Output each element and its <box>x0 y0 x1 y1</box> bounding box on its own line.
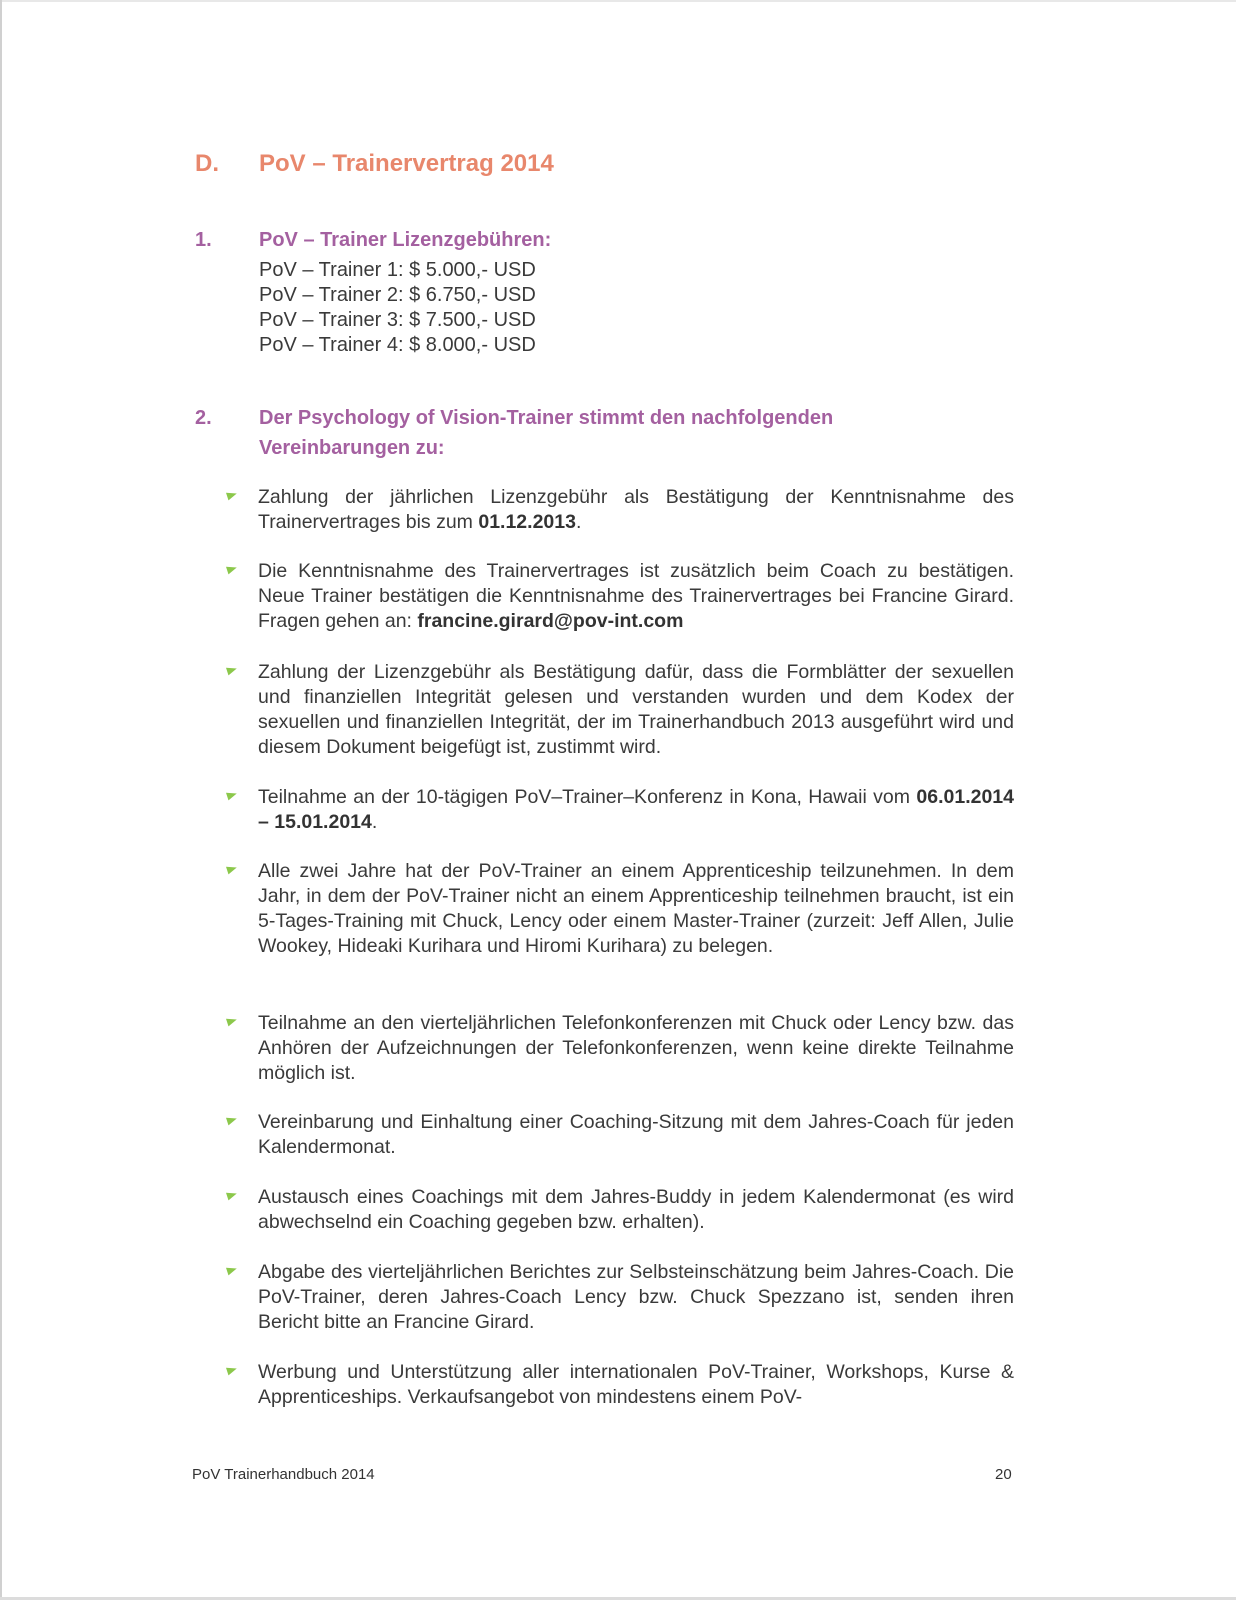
fees-list <box>259 258 536 358</box>
agreement-text: Abgabe des vierteljährlichen Berichtes zur Selbsteinschätzung beim Jahres-Coach. Die PoV-Trainer, deren Jahres-Coach Lency bzw. Chuck Spezzano ist, senden ihren Bericht bitte an Francine Girard. <box>258 1261 1014 1333</box>
agreement-text: Die Kenntnisnahme des Trainervertrages ist zusätzlich beim Coach zu bestätigen. Neue Trainer bestätigen die Kenntnisnahme des Trainervertrages bei Francine Girard. Fragen gehen an: <box>258 560 1014 632</box>
arrow-bullet-icon <box>226 790 238 801</box>
arrow-bullet-icon <box>226 1365 238 1376</box>
agreement-item <box>258 660 1014 760</box>
scan-edge <box>0 0 1236 2</box>
agreement-emphasis: 01.12.2013 <box>478 511 576 533</box>
fees-heading: PoV – Trainer Lizenzgebühren: <box>259 229 552 251</box>
agreement-item <box>258 785 1014 835</box>
section-letter: D. <box>195 150 219 177</box>
agreement-item <box>258 1360 1014 1410</box>
arrow-bullet-icon <box>226 665 238 676</box>
agreement-text-end: . <box>371 811 378 833</box>
arrow-bullet-icon <box>226 1190 238 1201</box>
agreement-text: Werbung und Unterstützung aller internationalen PoV-Trainer, Workshops, Kurse & Apprenticeships. Verkaufsangebot von mindestens einem PoV- <box>258 1361 1014 1408</box>
agreement-item <box>258 1110 1014 1160</box>
section-title: PoV – Trainervertrag 2014 <box>259 150 554 177</box>
page-number: 20 <box>995 1466 1012 1483</box>
arrow-bullet-icon <box>226 1115 238 1126</box>
agreement-text: Zahlung der jährlichen Lizenzgebühr als Bestätigung der Kenntnisnahme des Trainervertrages bis zum <box>258 486 1014 533</box>
agreement-item <box>258 1260 1014 1335</box>
fee-line: PoV – Trainer 2: $ 6.750,- USD <box>259 284 536 306</box>
agreement-item <box>258 1011 1014 1086</box>
agreement-text: Alle zwei Jahre hat der PoV-Trainer an einem Apprenticeship teilzunehmen. In dem Jahr, in dem der PoV-Trainer nicht an einem Apprenticeship teilnehmen braucht, ist ein 5-Tages-Training mit Chuck, Lency oder einem Master-Trainer (zurzeit: Jeff Allen, Julie Wookey, Hideaki Kurihara und Hiromi Kurihara) zu belegen. <box>258 860 1014 957</box>
agreement-text: Zahlung der Lizenzgebühr als Bestätigung dafür, dass die Formblätter der sexuellen und finanziellen Integrität gelesen und verstanden wurden und dem Kodex der sexuellen und finanziellen Integrität, der im Trainerhandbuch 2013 ausgeführt wird und diesem Dokument beigefügt ist, zustimmt wird. <box>258 661 1014 758</box>
agreement-emphasis: francine.girard@pov-int.com <box>417 610 684 632</box>
fees-number: 1. <box>195 229 212 251</box>
agreement-item <box>258 559 1014 634</box>
arrow-bullet-icon <box>226 1265 238 1276</box>
arrow-bullet-icon <box>226 490 238 501</box>
arrow-bullet-icon <box>226 564 238 575</box>
agreement-text: Austausch eines Coachings mit dem Jahres-Buddy in jedem Kalendermonat (es wird abwechselnd ein Coaching gegeben bzw. erhalten). <box>258 1186 1014 1233</box>
arrow-bullet-icon <box>226 1016 238 1027</box>
agreements-heading-line: Der Psychology of Vision-Trainer stimmt den nachfolgenden <box>259 407 834 429</box>
agreement-text-end: . <box>575 511 582 533</box>
agreement-text: Teilnahme an den vierteljährlichen Telefonkonferenzen mit Chuck oder Lency bzw. das Anhören der Aufzeichnungen der Telefonkonferenzen, wenn keine direkte Teilnahme möglich ist. <box>258 1012 1014 1084</box>
fee-line: PoV – Trainer 4: $ 8.000,- USD <box>259 334 536 356</box>
footer-title: PoV Trainerhandbuch 2014 <box>192 1466 375 1483</box>
scan-edge <box>0 0 2 1600</box>
arrow-bullet-icon <box>226 864 238 875</box>
agreements-number: 2. <box>195 407 212 429</box>
agreement-emphasis: 06.01.2014 – 15.01.2014 <box>258 786 1014 833</box>
fee-line: PoV – Trainer 1: $ 5.000,- USD <box>259 259 536 281</box>
fee-line: PoV – Trainer 3: $ 7.500,- USD <box>259 309 536 331</box>
agreement-item <box>258 485 1014 535</box>
agreements-heading-line: Vereinbarungen zu: <box>259 437 445 459</box>
agreements-heading <box>259 403 833 463</box>
agreement-text: Vereinbarung und Einhaltung einer Coaching-Sitzung mit dem Jahres-Coach für jeden Kalendermonat. <box>258 1111 1014 1158</box>
agreement-text: Teilnahme an der 10-tägigen PoV–Trainer–Konferenz in Kona, Hawaii vom <box>258 786 917 808</box>
agreement-item <box>258 859 1014 959</box>
agreement-item <box>258 1185 1014 1235</box>
